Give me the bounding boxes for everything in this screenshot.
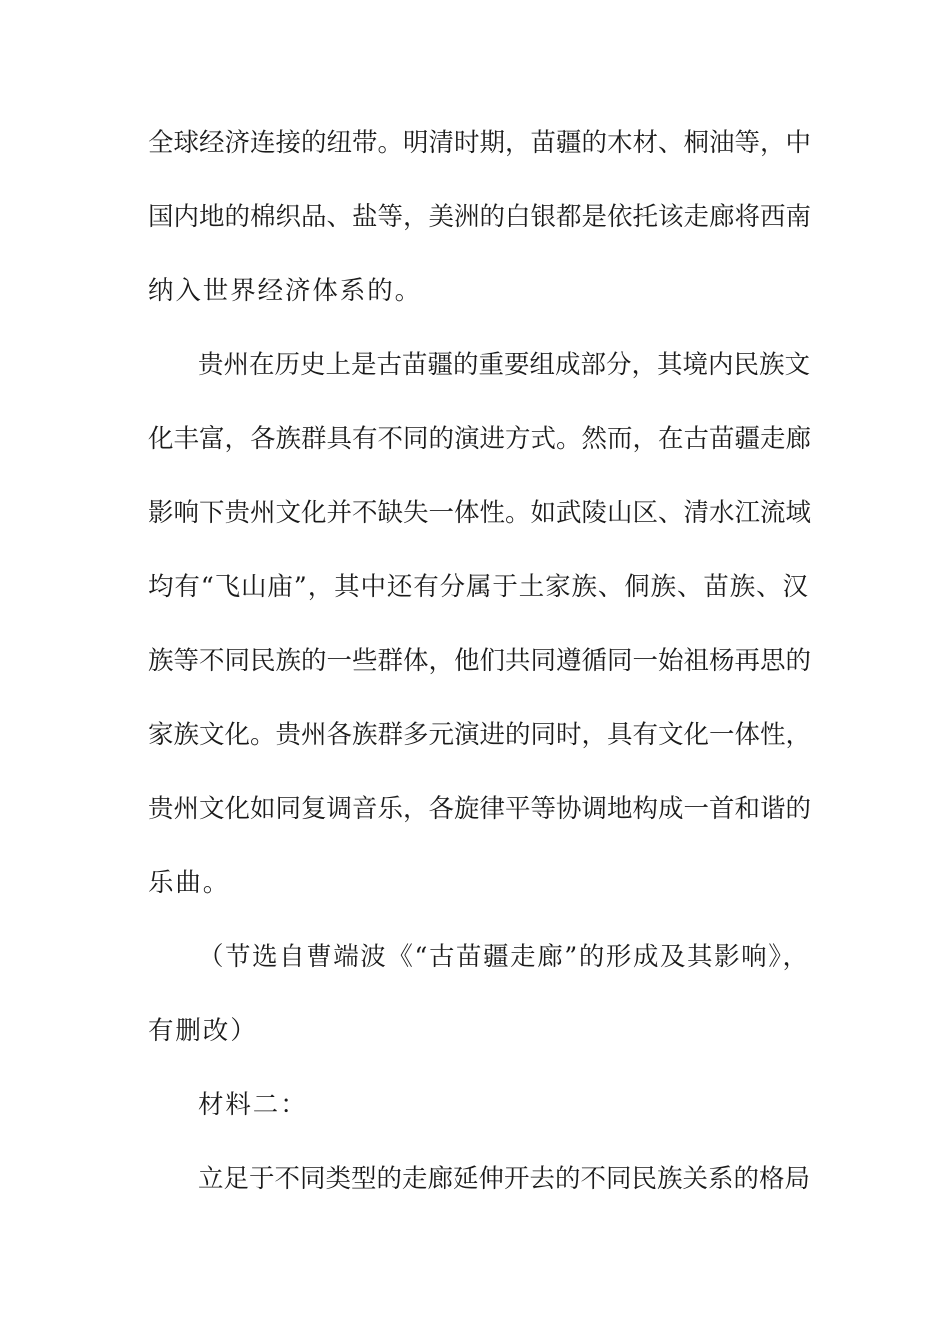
text-line: 全球经济连接的纽带。明清时期，苗疆的木材、桐油等，中 (148, 128, 812, 158)
text-line: 均有“飞山庙”，其中还有分属于土家族、侗族、苗族、汉 (148, 572, 808, 602)
text-line: 乐曲。 (148, 868, 231, 898)
text-line: 家族文化。贵州各族群多元演进的同时，具有文化一体性， (148, 720, 812, 750)
text-line: 贵州文化如同复调音乐，各旋律平等协调地构成一首和谐的 (148, 794, 812, 824)
citation-line: （节选自曹端波《“古苗疆走廊”的形成及其影响》， (198, 942, 808, 972)
text-line: 影响下贵州文化并不缺失一体性。如武陵山区、清水江流域 (148, 498, 812, 528)
citation-line: 有删改） (148, 1016, 258, 1046)
text-line: 纳入世界经济体系的。 (148, 276, 423, 306)
text-line: 国内地的棉织品、盐等，美洲的白银都是依托该走廊将西南 (148, 202, 812, 232)
text-line: 族等不同民族的一些群体，他们共同遵循同一始祖杨再思的 (148, 646, 812, 676)
text-line: 化丰富，各族群具有不同的演进方式。然而，在古苗疆走廊 (148, 424, 812, 454)
text-line: 贵州在历史上是古苗疆的重要组成部分，其境内民族文 (198, 350, 811, 380)
text-line: 立足于不同类型的走廊延伸开去的不同民族关系的格局 (198, 1164, 811, 1194)
section-heading: 材料二： (198, 1090, 308, 1120)
